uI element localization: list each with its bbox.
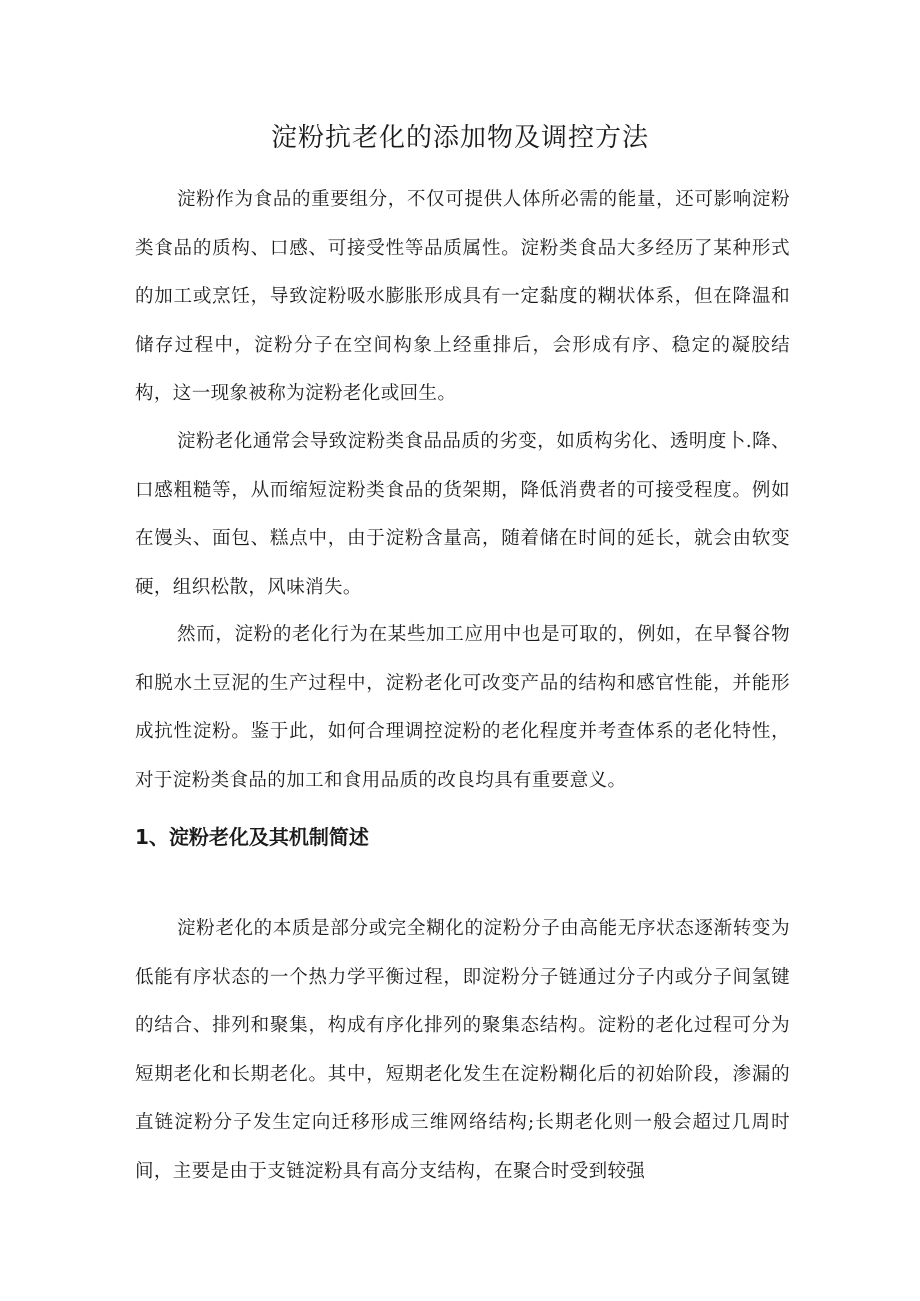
- paragraph-quality-deterioration: 淀粉老化通常会导致淀粉类食品品质的劣变，如质构劣化、透明度卜.降、口感粗糙等，从而缩短淀粉类食品的货架期，降低消费者的可接受程度。例如在馒头、面包、糕点中，由于淀粉含量高，随着储在时间的延长，就会由软变硬，组织松散，风味消失。: [135, 431, 790, 598]
- paragraph-mechanism: 淀粉老化的本质是部分或完全糊化的淀粉分子由高能无序状态逐渐转变为低能有序状态的一个热力学平衡过程，即淀粉分子链通过分子内或分子间氢键的结合、排列和聚集，构成有序化排列的聚集态结构。淀粉的老化过程可分为短期老化和长期老化。其中，短期老化发生在淀粉糊化后的初始阶段，渗漏的直链淀粉分子发生定向迁移形成三维网络结构;长期老化则一般会超过几周时间，主要是由于支链淀粉具有高分支结构，在聚合时受到较强: [135, 918, 790, 1182]
- paragraph-beneficial-retrogradation: 然而，淀粉的老化行为在某些加工应用中也是可取的，例如，在早餐谷物和脱水土豆泥的生产过程中，淀粉老化可改变产品的结构和感官性能，并能形成抗性淀粉。鉴于此，如何合理调控淀粉的老化程度并考查体系的老化特性，对于淀粉类食品的加工和食用品质的改良均具有重要意义。: [135, 624, 790, 791]
- section-heading: 1、淀粉老化及其机制简述: [135, 825, 369, 849]
- document-title: 淀粉抗老化的添加物及调控方法: [270, 123, 649, 153]
- paragraph-intro: 淀粉作为食品的重要组分，不仅可提供人体所必需的能量，还可影响淀粉类食品的质构、口感、可接受性等品质属性。淀粉类食品大多经历了某种形式的加工或烹饪，导致淀粉吸水膨胀形成具有一定黏度的糊状体系，但在降温和储存过程中，淀粉分子在空间构象上经重排后，会形成有序、稳定的凝胶结构，这一现象被称为淀粉老化或回生。: [135, 189, 790, 405]
